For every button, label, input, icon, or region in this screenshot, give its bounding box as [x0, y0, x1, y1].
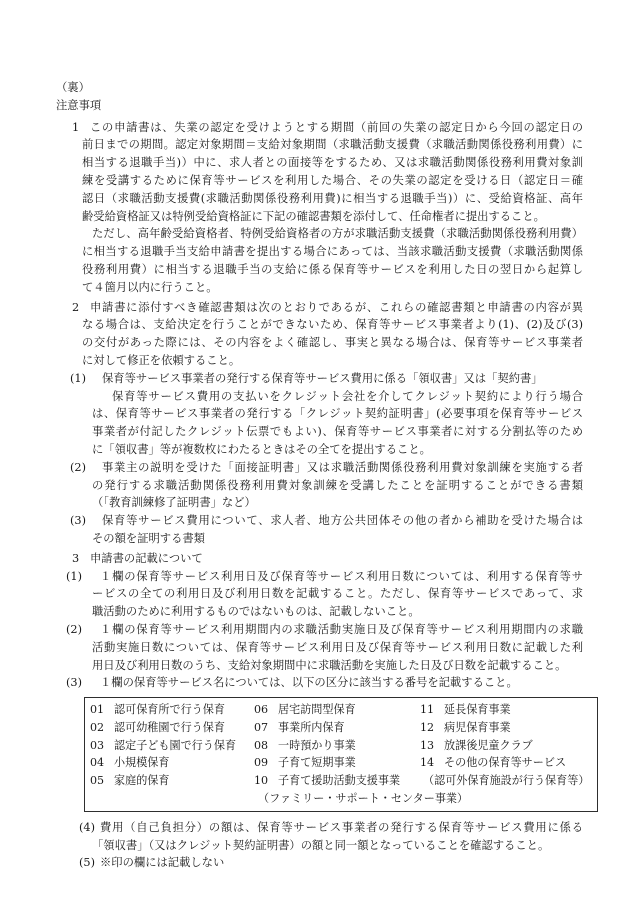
- section-heading: 注意事項: [56, 98, 102, 112]
- category-code: 02: [90, 720, 105, 734]
- note-2-sub-1-line: 事業者が付記したクレジット伝票でもよい)、保育等サービス事業者に対する分割払等のため: [92, 425, 583, 439]
- note-3-sub-1-line: 職活動のために利用するものではないものは、記載しないこと。: [92, 605, 420, 619]
- note-2-sub-3-line: [0, 512, 583, 530]
- note-3-sub-3-line: [0, 674, 583, 692]
- note-1-proviso-line: 役務利用費）に相当する退職手当の支給に係る保育等サービスを利用した日の翌日から起算し: [82, 262, 583, 276]
- note-2-sub-1-line: は、保育等サービス事業者の発行する「クレジット契約証明書」(必要事項を保育等サービス: [92, 407, 583, 421]
- category-name: 子育て短期事業: [278, 756, 356, 770]
- category-code: 04: [90, 756, 105, 770]
- note-2-sub-1-line: 保育等サービス費用の支払いをクレジット会社を介してクレジット契約により行う場合: [112, 389, 583, 403]
- note-3-sub-4-line: 「領収書」（又はクレジット契約証明書）の額と同一額となっていることを確認すること。: [92, 838, 550, 852]
- note-2: [0, 299, 630, 548]
- note-2-number: 2: [72, 300, 80, 314]
- service-category-table: [84, 697, 598, 812]
- note-3-title: 申請書の記載について: [90, 551, 203, 565]
- notes-body: [0, 79, 630, 872]
- note-1-line: 前日までの期間。認定対象期間＝支給対象期間（求職活動支援費（求職活動関係役務利用費）に: [82, 138, 583, 152]
- note-2-sub-2-line: （「教育訓練修了証明書」など）: [92, 496, 256, 510]
- category-name: 居宅訪問型保育: [278, 703, 356, 717]
- category-code: 06: [254, 703, 269, 717]
- note-2-sub-2-label: (2): [70, 460, 87, 474]
- note-2-sub-2-text: 事業主の説明を受けた「面接証明書」又は求職活動関係役務利用費対象訓練を実施する者: [102, 460, 583, 474]
- category-name: 病児保育事業: [444, 720, 511, 734]
- note-1-proviso-line: ただし、高年齢受給資格者、特例受給資格者の方が求職活動支援費（求職活動関係役務利用費）: [92, 227, 583, 241]
- note-1-line: [0, 119, 583, 137]
- side-label: （裏）: [56, 81, 90, 94]
- category-code: 12: [420, 720, 435, 734]
- category-name: 子育て援助活動支援事業: [278, 774, 401, 788]
- category-row: [85, 719, 597, 737]
- note-2-sub-1-title: 保育等サービス事業者の発行する保育等サービス費用に係る「領収書」又は「契約書」: [102, 371, 543, 385]
- category-14-note: （認可外保育施設が行う保育等）: [423, 774, 590, 788]
- category-name: 認可保育所で行う保育: [114, 703, 225, 717]
- note-1-line: 齢受給資格証又は特例受給資格証に下記の確認書類を添付して、任命権者に提出すること。: [82, 209, 545, 223]
- note-3-sub-1-text: １欄の保育等サービス利用日及び保育等サービス利用日数については、利用する保育等サ: [100, 569, 583, 583]
- category-row: [85, 790, 597, 808]
- note-2-sub-1-label: (1): [70, 371, 87, 385]
- note-2-line: なる場合は、支給決定を行うことができないため、保育等サービス事業者より(1)、(2)及び(3): [82, 318, 583, 332]
- category-name: 認定子ども園で行う保育: [114, 738, 237, 752]
- category-name: 認可幼稚園で行う保育: [114, 720, 225, 734]
- note-3-sub-4-text: 費用（自己負担分）の額は、保育等サービス事業者の発行する保育等サービス費用に係る: [100, 820, 583, 834]
- note-1-line: 相当する退職手当)）中に、求人者との面接等をするため、又は求職活動関係役務利用費対象訓: [82, 156, 583, 170]
- category-code: 09: [254, 756, 269, 770]
- note-2-line: の交付があった際には、その内容をよく確認し、事実と異なる場合は、保育等サービス事業者: [82, 336, 583, 350]
- note-3-line: [0, 550, 583, 568]
- category-code: 14: [420, 756, 435, 770]
- note-1-proviso-line: て４箇月以内に行うこと。: [82, 280, 218, 294]
- note-3-sub-4-line: [0, 819, 583, 837]
- category-10-note: （ファミリー・サポート・センター事業）: [258, 792, 469, 806]
- note-2-sub-3-line: その額を証明する書類: [92, 531, 205, 545]
- category-code: 01: [90, 703, 105, 717]
- note-3-sub-2-line: 活動実施日数については、保育等サービス利用日及び保育等サービス利用日数に記載した利: [92, 640, 583, 654]
- note-2-text: 申請書に添付すべき確認書類は次のとおりであるが、これらの確認書類と申請書の内容が異: [90, 300, 583, 314]
- note-3: [0, 550, 630, 873]
- note-1-line: 認日（求職活動支援費(求職活動関係役務利用費)に相当する退職手当)）に、受給資格証、高年: [82, 191, 583, 205]
- category-code: 13: [420, 738, 435, 752]
- note-1-text: この申請書は、失業の認定を受けようとする期間（前回の失業の認定日から今回の認定日の: [90, 120, 583, 134]
- category-code: 03: [90, 738, 105, 752]
- category-name: 一時預かり事業: [278, 738, 356, 752]
- category-name: 放課後児童クラブ: [444, 738, 533, 752]
- note-3-sub-3-text: １欄の保育等サービス名については、以下の区分に該当する番号を記載すること。: [100, 676, 518, 690]
- note-2-sub-1-line: に「領収書」等が複数枚にわたるときはその全てを提出すること。: [92, 442, 431, 456]
- category-row: [85, 754, 597, 772]
- category-row: [85, 701, 597, 719]
- category-code: 11: [420, 703, 435, 717]
- note-3-sub-1-line: [0, 568, 583, 586]
- category-code: 08: [254, 738, 269, 752]
- note-3-sub-5-label: (5): [79, 856, 96, 870]
- note-3-sub-2-text: １欄の保育等サービス利用期間内の求職活動実施日及び保育等サービス利用期間内の求職: [100, 622, 583, 636]
- note-3-sub-4-label: (4): [79, 820, 96, 834]
- note-2-sub-2-line: の発行する求職活動関係役務利用費対象訓練を受講したことを証明することができる書類: [92, 478, 583, 492]
- note-2-line: に対して修正を依頼すること。: [82, 353, 241, 367]
- category-name: 延長保育事業: [444, 703, 511, 717]
- note-2-line: [0, 299, 583, 317]
- note-2-sub-3-label: (3): [70, 514, 87, 528]
- category-name: 家庭的保育: [114, 774, 170, 788]
- category-code: 07: [254, 720, 269, 734]
- category-name: 小規模保育: [114, 756, 170, 770]
- category-row: [85, 737, 597, 755]
- note-3-sub-5-line: [0, 854, 583, 872]
- category-name: その他の保育等サービス: [444, 756, 567, 770]
- category-code: 05: [90, 774, 105, 788]
- note-3-sub-1-line: ービスの全ての利用日及び利用日数を記載すること。ただし、保育等サービスであって、求: [92, 587, 583, 601]
- note-1-number: 1: [72, 120, 80, 134]
- category-code: 10: [254, 774, 269, 788]
- note-3-sub-3-label: (3): [66, 676, 83, 690]
- note-3-sub-2-label: (2): [66, 622, 83, 636]
- note-1: [0, 119, 630, 297]
- note-3-sub-5-text: ※印の欄には記載しない: [100, 856, 225, 870]
- category-name: 事業所内保育: [278, 720, 345, 734]
- category-row: [85, 772, 597, 790]
- note-3-number: 3: [72, 551, 80, 565]
- note-3-sub-2-line: [0, 621, 583, 639]
- note-2-sub-1-line: [0, 370, 583, 388]
- note-2-sub-3-text: 保育等サービス費用について、求人者、地方公共団体その他の者から補助を受けた場合は: [102, 514, 583, 528]
- note-3-sub-2-line: 用日及び利用日数のうち、支給対象期間中に求職活動を実施した日及び日数を記載すること。: [92, 658, 567, 672]
- note-2-sub-2-line: [0, 459, 583, 477]
- note-1-proviso-line: に相当する退職手当支給申請書を提出する場合にあっては、当該求職活動支援費（求職活動関係: [82, 245, 583, 259]
- note-3-sub-1-label: (1): [66, 569, 83, 583]
- note-1-line: 練を受講するために保育等サービスを利用した場合、その失業の認定を受ける日（認定日＝確: [82, 173, 583, 187]
